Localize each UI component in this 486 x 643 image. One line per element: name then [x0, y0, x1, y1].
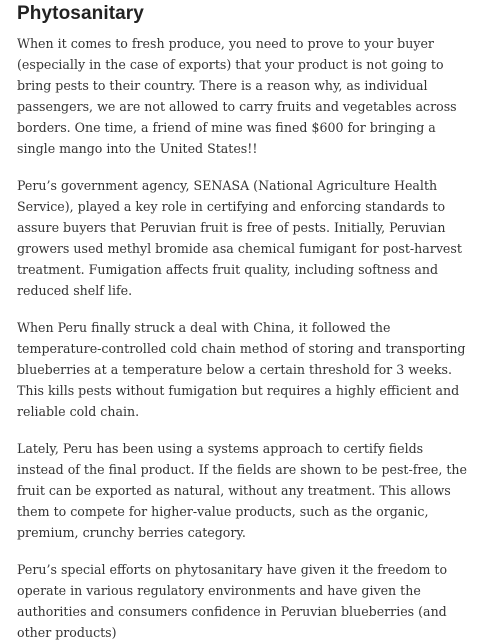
paragraph-china-cold-chain: When Peru finally struck a deal with China, it followed the temperature-controlled cold chain method of storing and transporting blueberries at a temperature below a certain threshold for 3 weeks. This kills pests without fumigation but requires a highly efficient and reliable cold chain. [17, 320, 466, 419]
paragraph-conclusion: Peru’s special efforts on phytosanitary have given it the freedom to operate in various regulatory environments and have given the authorities and consumers confidence in Peruvian blueberries (and other products) [17, 562, 448, 640]
paragraph-senasa: Peru’s government agency, SENASA (National Agriculture Health Service), played a key role in certifying and enforcing standards to assure buyers that Peruvian fruit is free of pests. Initially, Peruvian growers used methyl bromide asa chemical fumigant for post-harvest treatment. Fumigation affects fruit quality, including softness and reduced shelf life. [17, 178, 462, 298]
paragraph-systems-approach: Lately, Peru has been using a systems approach to certify fields instead of the final product. If the fields are shown to be pest-free, the fruit can be exported as natural, without any treatment. This allows them to compete for higher-value products, such as the organic, premium, crunchy berries category. [17, 441, 467, 540]
paragraph-phytosanitary-intro: When it comes to fresh produce, you need to prove to your buyer (especially in the case of exports) that your product is not going to bring pests to their country. There is a reason why, as individual passengers, we are not allowed to carry fruits and vegetables across borders. One time, a friend of mine was fined $600 for bringing a single mango into the United States!! [17, 36, 457, 156]
section-heading: Phytosanitary [17, 3, 144, 24]
